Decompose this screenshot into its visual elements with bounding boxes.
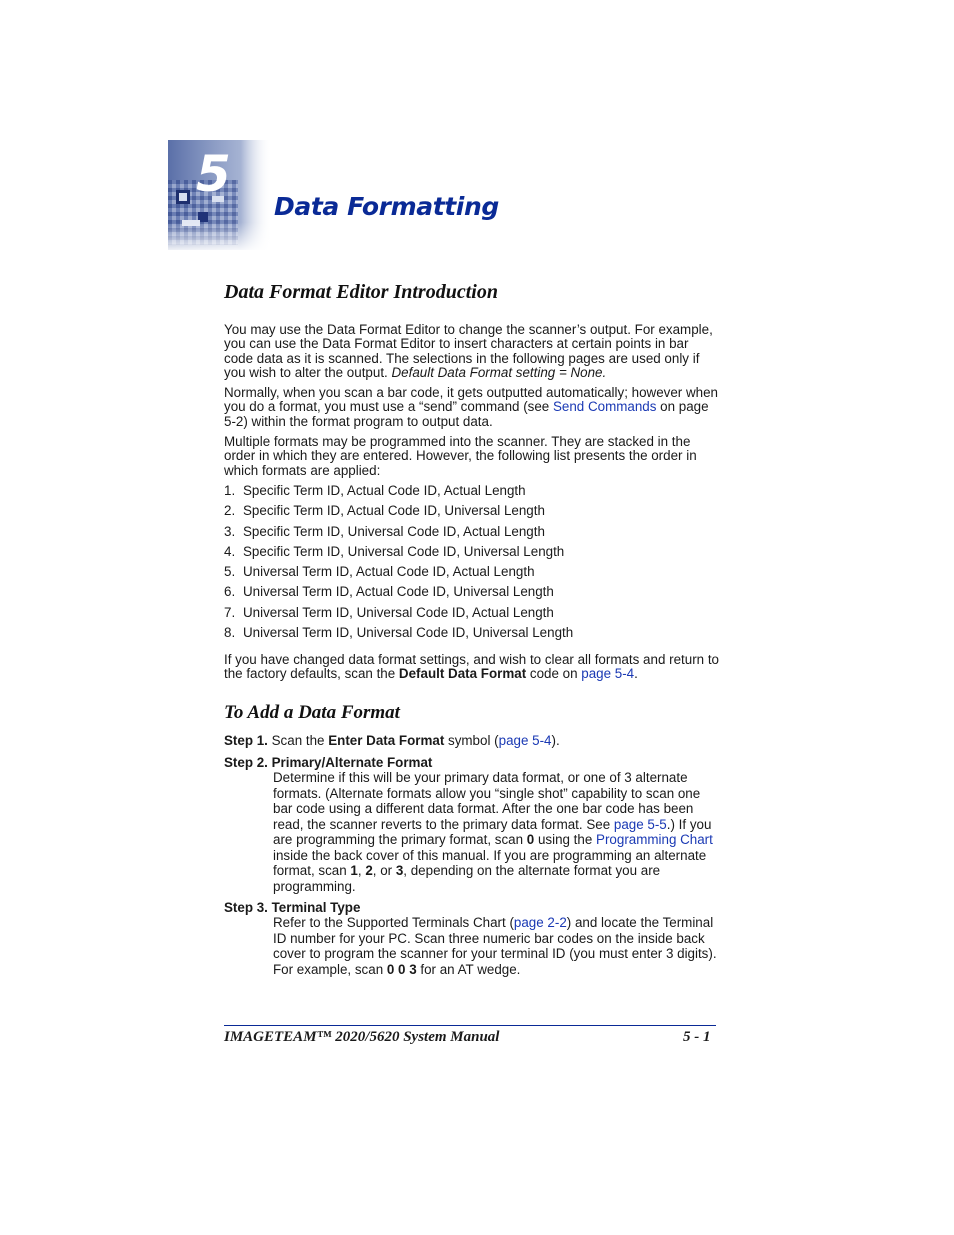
list-item-text: Specific Term ID, Actual Code ID, Actual Length <box>243 483 526 498</box>
send-commands-link[interactable]: Send Commands <box>552 399 657 415</box>
step-3-body <box>273 915 719 977</box>
programming-chart-link[interactable]: Programming Chart <box>596 832 713 847</box>
send-text-after: on page 5-2) within the format program to output data. <box>224 399 709 429</box>
list-item <box>224 503 573 523</box>
step-3-text-pre: Refer to the Supported Terminals Chart ( <box>273 915 514 930</box>
digit-1: 1 <box>350 863 358 878</box>
list-item-number: 6. <box>224 584 236 600</box>
footer-divider <box>224 1025 716 1026</box>
page-5-4-link[interactable]: page 5-4 <box>581 666 635 682</box>
list-item-number: 4. <box>224 543 236 559</box>
list-item <box>224 524 573 544</box>
step-1-text-pre: Scan the <box>267 733 329 748</box>
list-item <box>224 605 573 625</box>
step-1 <box>224 733 560 749</box>
digit-3: 3 <box>395 863 404 878</box>
step-3-text-mid: ) and locate the Terminal ID number for your PC. Scan three numeric bar codes on the inside back cover to program the scanner for your terminal ID (you must enter 3 digits). For example, scan <box>273 915 717 977</box>
list-item-text: Specific Term ID, Universal Code ID, Actual Length <box>243 523 545 539</box>
chapter-title: Data Formatting <box>274 192 499 221</box>
step-2-text: Determine if this will be your primary data format, or one of 3 alternate formats. (Alternate formats allow you “single shot” capability to scan one bar code using a different data format. After the one bar code has been read, the scanner reverts to the primary data format. See <box>273 770 701 832</box>
step-3-label: Step 3. Terminal Type <box>224 900 361 915</box>
list-item-number: 5. <box>224 564 236 580</box>
step-2-label: Step 2. Primary/Alternate Format <box>224 755 433 770</box>
enter-data-format-label: Enter Data Format <box>328 733 445 748</box>
footer-page-number: 5 - 1 <box>683 1029 711 1045</box>
list-item-number: 1. <box>224 483 236 498</box>
chapter-number: 5 <box>196 145 231 203</box>
digit-2: 2 <box>365 863 373 878</box>
section-heading-intro: Data Format Editor Introduction <box>224 281 498 303</box>
page-2-2-link[interactable]: page 2-2 <box>513 915 567 930</box>
send-command-paragraph <box>224 386 720 429</box>
step-1-page-link[interactable]: page 5-4 <box>498 733 552 748</box>
terminal-id-example: 0 0 3 <box>386 961 417 977</box>
list-item <box>224 544 573 564</box>
list-item-text: Universal Term ID, Actual Code ID, Actual Length <box>243 564 535 580</box>
list-item-text: Universal Term ID, Universal Code ID, Actual Length <box>243 604 554 620</box>
separator: , <box>357 863 366 878</box>
list-item-text: Specific Term ID, Actual Code ID, Universal Length <box>243 503 545 519</box>
section-heading-add-format: To Add a Data Format <box>224 702 400 723</box>
list-item-number: 3. <box>224 523 236 539</box>
list-item <box>224 625 573 645</box>
chapter-badge <box>168 140 272 250</box>
default-setting-note: Default Data Format setting = None. <box>391 364 607 380</box>
list-item <box>224 483 573 503</box>
list-item-text: Universal Term ID, Universal Code ID, Universal Length <box>243 625 574 641</box>
list-item-text: Universal Term ID, Actual Code ID, Universal Length <box>243 584 554 600</box>
footer-manual-title: IMAGETEAM™ 2020/5620 System Manual <box>224 1029 500 1045</box>
step-1-label: Step 1. <box>224 733 268 748</box>
list-item-number: 8. <box>224 625 236 641</box>
step-2-text-mid1: .) If you are programming the primary format, scan <box>273 816 712 847</box>
list-item-number: 2. <box>224 503 236 519</box>
default-text-mid: code on <box>526 666 582 682</box>
list-item-number: 7. <box>224 604 236 620</box>
default-text-before: If you have changed data format settings, and wish to clear all formats and return to the factory defaults, scan the <box>224 652 719 682</box>
list-item-text: Specific Term ID, Universal Code ID, Universal Length <box>243 543 565 559</box>
step-1-text-mid: symbol ( <box>444 733 499 748</box>
multiple-formats-paragraph: Multiple formats may be programmed into the scanner. They are stacked in the order in which they are entered. However, the following list presents the order in which formats are applied: <box>224 434 697 478</box>
step-3-text-post: for an AT wedge. <box>416 961 521 977</box>
digit-0: 0 <box>526 832 535 847</box>
send-text-before: Normally, when you scan a bar code, it gets outputted automatically; however when you do a format, you must use a “send” command (see <box>224 385 718 415</box>
format-order-list <box>224 483 573 645</box>
step-2-text-mid3: inside the back cover of this manual. If you are programming an alternate format, scan <box>273 847 707 878</box>
separator: , or <box>372 863 396 878</box>
default-text-after: . <box>634 666 638 682</box>
step-1-text-post: ). <box>551 733 560 748</box>
step-2-body <box>273 770 719 894</box>
default-format-paragraph <box>224 653 720 682</box>
default-data-format-label: Default Data Format <box>398 666 527 682</box>
page-5-5-link[interactable]: page 5-5 <box>613 816 667 832</box>
step-2-text-mid2: using the <box>534 832 597 847</box>
list-item <box>224 564 573 584</box>
intro-paragraph <box>224 323 720 380</box>
list-item <box>224 584 573 604</box>
step-3-heading <box>224 900 360 916</box>
step-2-text-end: , depending on the alternate format you are programming. <box>273 863 661 894</box>
intro-text: You may use the Data Format Editor to change the scanner’s output. For example, you can use the Data Format Editor to insert characters at certain points in bar code data as it is scanned. The selections in the following pages are used only if you wish to alter the output. <box>224 322 713 380</box>
step-2-heading <box>224 755 432 771</box>
